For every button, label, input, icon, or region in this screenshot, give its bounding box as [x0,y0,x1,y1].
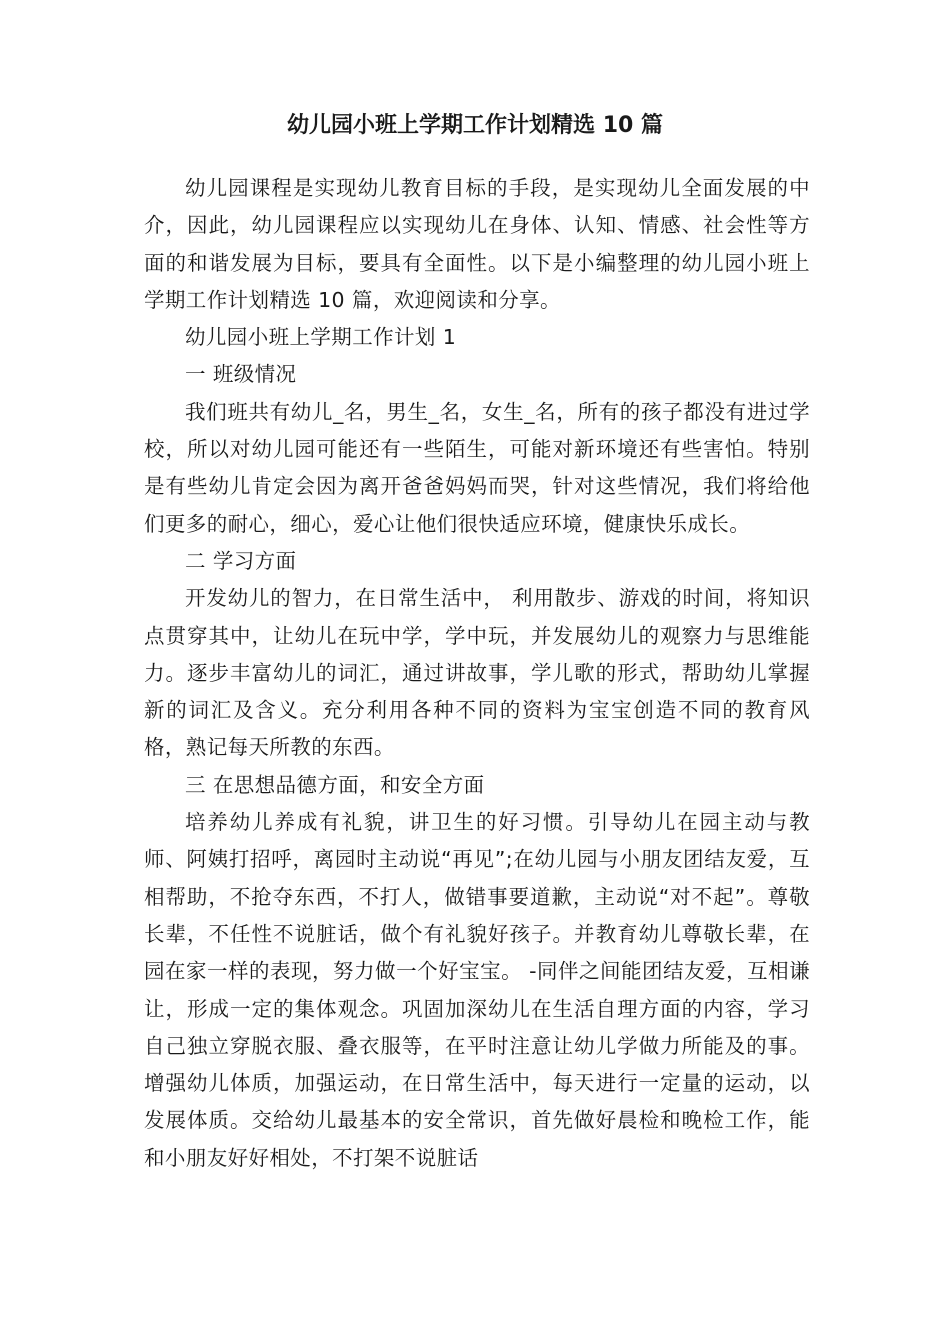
part2-paragraph: 开发幼儿的智力，在日常生活中， 利用散步、游戏的时间，将知识点贯穿其中，让幼儿在玩中学，学中玩，并发展幼儿的观察力与思维能力。逐步丰富幼儿的词汇，通过讲故事，学儿歌的形式，帮助幼儿掌握新的词汇及含义。充分利用各种不同的资料为宝宝创造不同的教育风格，熟记每天所教的东西。 [144,586,810,760]
part3-heading: 三 在思想品德方面，和安全方面 [185,772,485,797]
part1-paragraph: 我们班共有幼儿_名，男生_名，女生_名，所有的孩子都没有进过学校，所以对幼儿园可能还有一些陌生，可能对新环境还有些害怕。特别是有些幼儿肯定会因为离开爸爸妈妈而哭，针对这些情况，我们将给他们更多的耐心，细心，爱心让他们很快适应环境，健康快乐成长。 [144,399,810,536]
part2-heading: 二 学习方面 [185,548,297,573]
document-body [144,170,810,1177]
document-title: 幼儿园小班上学期工作计划精选 10 篇 [287,113,663,138]
section-title: 幼儿园小班上学期工作计划 1 [185,325,457,350]
intro-paragraph: 幼儿园课程是实现幼儿教育目标的手段，是实现幼儿全面发展的中介，因此，幼儿园课程应以实现幼儿在身体、认知、情感、社会性等方面的和谐发展为目标，要具有全面性。以下是小编整理的幼儿园小班上学期工作计划精选 10 篇，欢迎阅读和分享。 [144,176,810,312]
part3-paragraph: 培养幼儿养成有礼貌，讲卫生的好习惯。引导幼儿在园主动与教师、阿姨打招呼，离园时主动说“再见”;在幼儿园与小朋友团结友爱，互相帮助，不抢夺东西，不打人，做错事要道歉，主动说“对不起”。尊敬长辈，不任性不说脏话，做个有礼貌好孩子。并教育幼儿尊敬长辈，在园在家一样的表现，努力做一个好宝宝。 -同伴之间能团结友爱，互相谦让，形成一定的集体观念。巩固加深幼儿在生活自理方面的内容，学习自己独立穿脱衣服、叠衣服等，在平时注意让幼儿学做力所能及的事。增强幼儿体质，加强运动，在日常生活中，每天进行一定量的运动，以发展体质。交给幼儿最基本的安全常识，首先做好晨检和晚检工作，能和小朋友好好相处，不打架不说脏话 [144,810,810,1170]
part1-heading: 一 班级情况 [185,362,297,387]
